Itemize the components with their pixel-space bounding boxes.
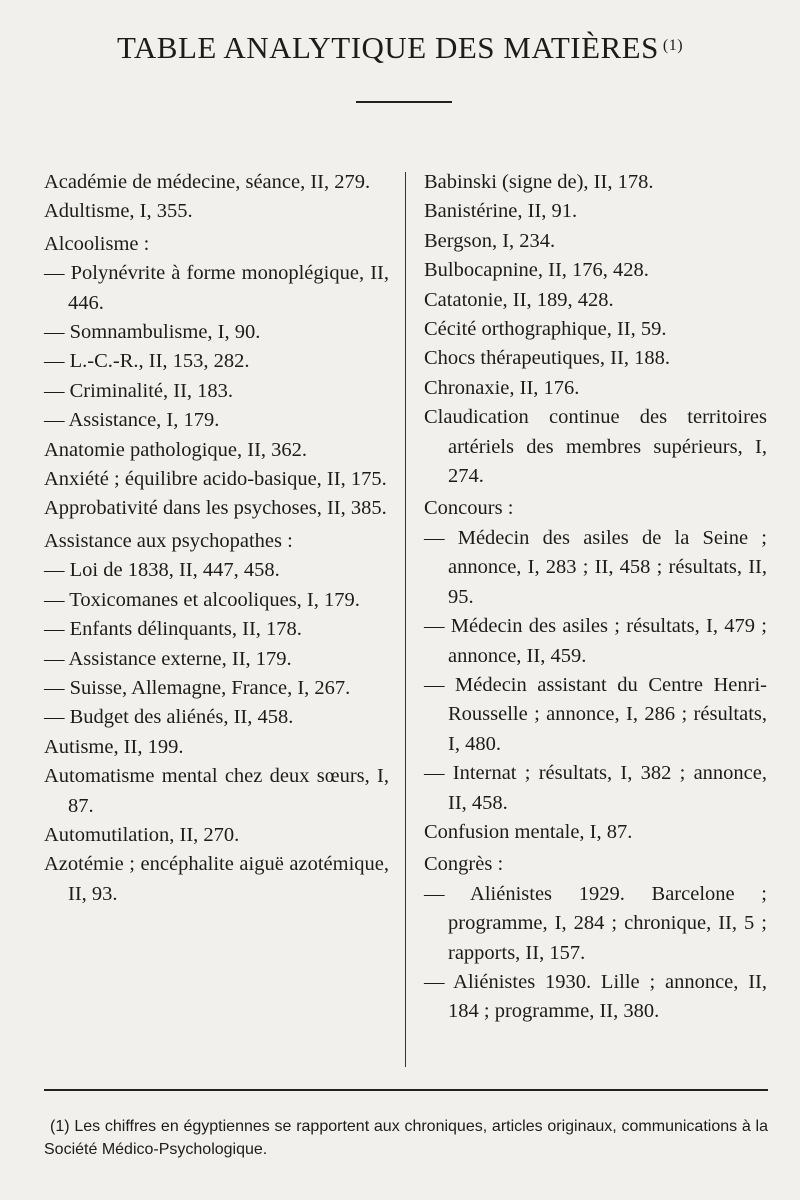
footnote-mark: (1): [50, 1118, 70, 1135]
index-subentry: — Loi de 1838, II, 447, 458.: [44, 559, 280, 582]
index-subentry: — Médecin assistant du Centre Henri-Rousselle ; annonce, I, 286 ; résultats, I, 480.: [424, 673, 767, 755]
index-entry: Autisme, II, 199.: [44, 735, 184, 758]
index-entry: Anxiété ; équilibre acido-basique, II, 175.: [44, 468, 387, 491]
index-subentry: — Aliénistes 1930. Lille ; annonce, II, 184 ; programme, II, 380.: [424, 970, 767, 1023]
index-entry: Adultisme, I, 355.: [44, 200, 193, 223]
column-divider: [405, 172, 406, 1067]
index-entry: Azotémie ; encéphalite aiguë azotémique, II, 93.: [44, 853, 389, 905]
index-subentry: — Budget des aliénés, II, 458.: [44, 706, 294, 729]
title-divider: [356, 101, 452, 103]
index-subentry: — Enfants délinquants, II, 178.: [44, 618, 302, 641]
index-entry: Assistance aux psychopathes :: [44, 529, 293, 552]
index-subentry: — Suisse, Allemagne, France, I, 267.: [44, 676, 351, 699]
index-subentry: — Somnambulisme, I, 90.: [44, 321, 261, 344]
index-subentry: — Aliénistes 1929. Barcelone ; programme, I, 284 ; chronique, II, 5 ; rapports, II, 157.: [424, 882, 767, 964]
index-subentry: — Toxicomanes et alcooliques, I, 179.: [44, 588, 360, 611]
index-entry: Bergson, I, 234.: [424, 229, 556, 252]
index-entry: Automutilation, II, 270.: [44, 823, 240, 846]
index-entry: Académie de médecine, séance, II, 279.: [44, 171, 371, 193]
index-subentry: — Médecin des asiles ; résultats, I, 479 ; annonce, II, 459.: [424, 615, 767, 667]
index-subentry: — Internat ; résultats, I, 382 ; annonce, II, 458.: [424, 762, 767, 814]
index-entry: Congrès :: [424, 853, 504, 876]
index-entry: Chocs thérapeutiques, II, 188.: [424, 347, 670, 370]
index-subentry: — Polynévrite à forme monoplégique, II, 446.: [44, 262, 389, 314]
index-subentry: — Assistance, I, 179.: [44, 409, 220, 432]
index-column-right: [424, 168, 767, 1027]
index-entry: Approbativité dans les psychoses, II, 385.: [44, 497, 387, 520]
index-subentry: — Médecin des asiles de la Seine ; annonce, I, 283 ; II, 458 ; résultats, II, 95.: [424, 526, 767, 608]
index-entry: Banistérine, II, 91.: [424, 200, 578, 223]
title-text: TABLE ANALYTIQUE DES MATIÈRES: [116, 30, 659, 65]
index-entry: Claudication continue des territoires artériels des membres supérieurs, I, 274.: [424, 406, 767, 488]
index-subentry: — L.-C.-R., II, 153, 282.: [44, 350, 250, 373]
index-entry: Babinski (signe de), II, 178.: [424, 171, 654, 193]
index-subentry: — Assistance externe, II, 179.: [44, 647, 292, 670]
index-entry: Bulbocapnine, II, 176, 428.: [424, 259, 649, 282]
index-entry: Catatonie, II, 189, 428.: [424, 288, 614, 311]
footnote-text: Les chiffres en égyptiennes se rapportent aux chroniques, articles originaux, communications à la Société Médico-Psychologique.: [44, 1118, 768, 1158]
index-entry: Automatisme mental chez deux sœurs, I, 87.: [44, 765, 389, 817]
index-column-left: [44, 168, 389, 909]
footnote-reference: (1): [662, 37, 684, 54]
footnote-divider: [44, 1089, 768, 1091]
index-entry: Cécité orthographique, II, 59.: [424, 318, 667, 341]
index-subentry: — Criminalité, II, 183.: [44, 379, 234, 402]
index-entry: Alcoolisme :: [44, 232, 150, 255]
index-entry: Confusion mentale, I, 87.: [424, 820, 633, 843]
page-title: [0, 30, 800, 66]
index-entry: Chronaxie, II, 176.: [424, 376, 580, 399]
index-entry: Concours :: [424, 497, 514, 520]
index-entry: Anatomie pathologique, II, 362.: [44, 438, 308, 461]
footnote: [44, 1115, 768, 1161]
